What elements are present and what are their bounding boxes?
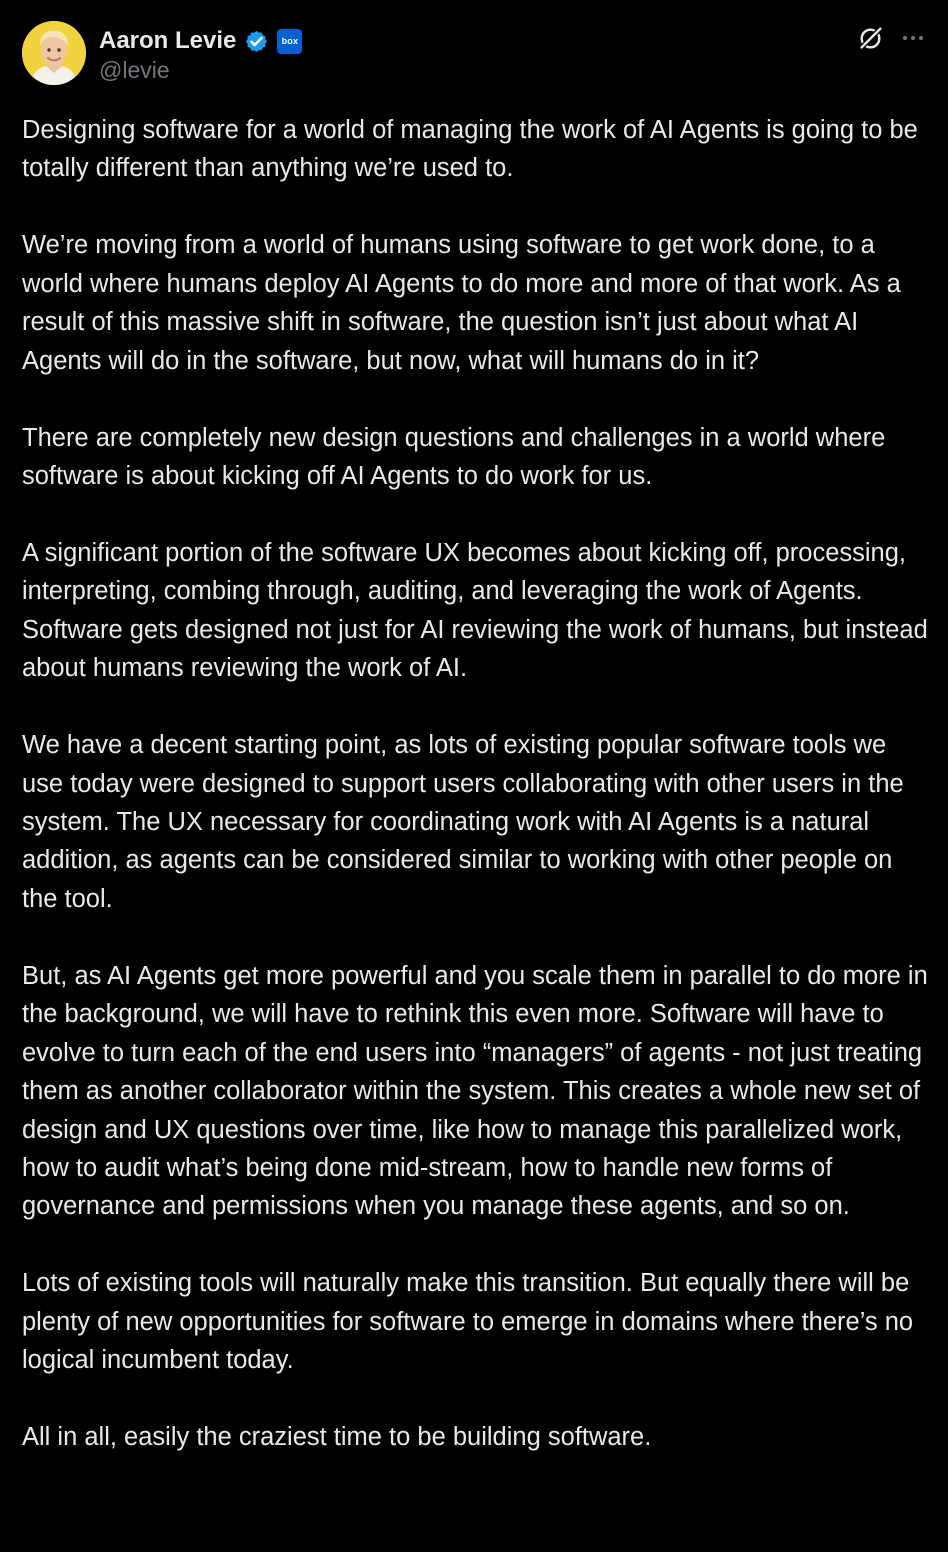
tweet-paragraph-7: Lots of existing tools will naturally make this transition. But equally there will be plenty of new opportunities for software to emerge in domains where there’s no logical incumbent today. xyxy=(22,1269,914,1375)
tweet-paragraph-4: A significant portion of the software UX becomes about kicking off, processing, interpreting, combing through, auditing, and leveraging the work of Agents. Software gets designed not just for AI reviewing the work of humans, but instead about humans reviewing the work of AI. xyxy=(22,539,928,683)
grok-icon[interactable] xyxy=(857,24,885,52)
tweet-paragraph-6: But, as AI Agents get more powerful and you scale them in parallel to do more in the background, we will have to rethink this even more. Software will have to evolve to turn each of the end users into “managers” of agents - not just treating them as another collaborator within the system. This creates a whole new set of design and UX questions over time, like how to manage this parallelized work, how to audit what’s being done mid-stream, how to handle new forms of governance and permissions when you manage these agents, and so on. xyxy=(22,961,928,1221)
author-name-row xyxy=(99,23,302,59)
tweet-paragraph-2: We’re moving from a world of humans using software to get work done, to a world where humans deploy AI Agents to do more and more of that work. As a result of this massive shift in software, the question isn’t just about what AI Agents will do in the software, but now, what will humans do in it? xyxy=(22,231,901,375)
tweet-header xyxy=(22,21,926,87)
tweet-paragraph-1: Designing software for a world of managing the work of AI Agents is going to be totally different than anything we’re used to. xyxy=(22,116,918,183)
author-display-name[interactable]: Aaron Levie xyxy=(99,27,237,54)
tweet-text xyxy=(22,111,930,1457)
more-icon[interactable] xyxy=(900,24,926,52)
tweet-paragraph-5: We have a decent starting point, as lots of existing popular software tools we use today were designed to support users collaborating with other users in the system. The UX necessary for coordinating work with AI Agents is a natural addition, as agents can be considered similar to working with other people on the tool. xyxy=(22,731,904,913)
box-affiliate-badge[interactable]: box xyxy=(277,29,302,54)
tweet-paragraph-3: There are completely new design questions and challenges in a world where software is about kicking off AI Agents to do work for us. xyxy=(22,423,886,491)
author-handle[interactable]: @levie xyxy=(99,57,170,83)
verified-badge-icon xyxy=(244,29,269,54)
avatar[interactable] xyxy=(22,21,86,85)
tweet-paragraph-8: All in all, easily the craziest time to be building software. xyxy=(22,1423,652,1452)
avatar-photo xyxy=(22,21,86,85)
